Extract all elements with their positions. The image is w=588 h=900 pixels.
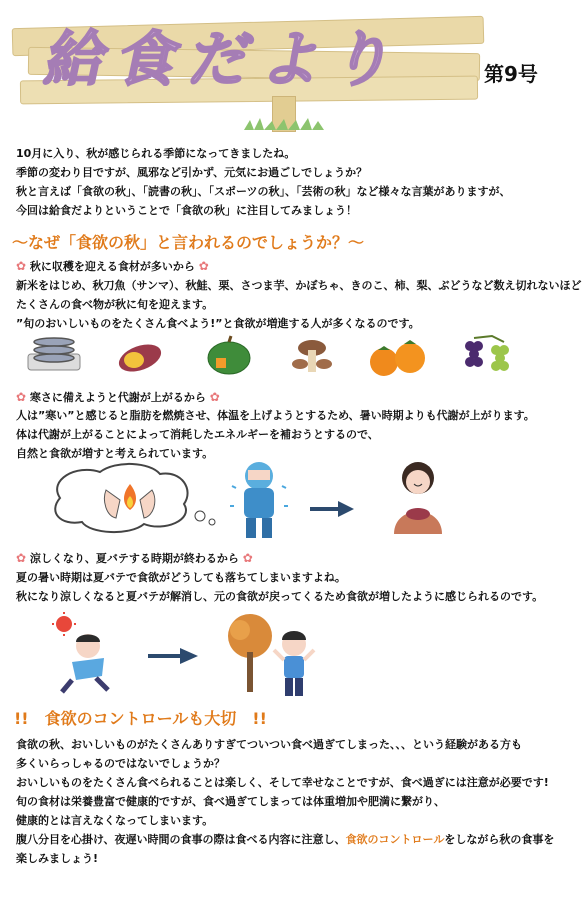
reason-line: 秋になり涼しくなると夏バテが解消し、元の食欲が戻ってくるため食欲が増したように感じられるのです。 (16, 590, 544, 603)
body-line: おいしいものをたくさん食べられることは楽しく、そして幸せなことですが、食べ過ぎには注意が必要です! (16, 776, 549, 789)
body-line: 食欲の秋、おいしいものがたくさんありすぎてついつい食べ過ぎてしまった、、、という経験がある方も (16, 738, 522, 751)
reason-line: 人は”寒い”と感じると脂肪を燃焼させ、体温を上げようとするため、暑い時期よりも代謝が上がります。 (16, 409, 535, 422)
persimmon-icon (366, 338, 428, 378)
reason-title-text: 秋に収穫を迎える食材が多いから (29, 260, 195, 273)
body-line: 多くいらっしゃるのではないでしょうか？ (16, 757, 225, 770)
highlight-text: 食欲のコントロール (345, 833, 445, 846)
maple-leaf-icon: ✿ (209, 390, 220, 404)
reason-line: 体は代謝が上がることによって消耗したエネルギーを補おうとするので、 (16, 428, 379, 441)
newsletter-title: 給食だより (39, 25, 415, 95)
reason-line: 自然と食欲が増すと考えられています。 (16, 447, 214, 460)
body-line: 健康的とは言えなくなってしまいます。 (16, 814, 214, 827)
maple-leaf-icon: ✿ (16, 390, 27, 404)
reason-title (16, 257, 209, 276)
grape-icon (458, 332, 518, 380)
reason-line: 夏の暑い時期は夏バテで食欲がどうしても落ちてしまいますよね。 (16, 571, 346, 584)
section-heading: ～なぜ「食欲の秋」と言われるのでしょうか？～ (12, 233, 365, 252)
grass-icon (244, 116, 324, 130)
arrow-right-icon (148, 646, 198, 666)
reason-title (16, 549, 253, 568)
maple-leaf-icon: ✿ (198, 259, 209, 273)
body-text: をしながら秋の食事を (444, 833, 555, 846)
intro-line: 今回は給食だよりということで「食欲の秋」に注目してみましょう！ (16, 204, 357, 217)
intro-line: 秋と言えば「食欲の秋」、「読書の秋」、「スポーツの秋」、「芸術の秋」など様々な言葉がありますが、 (16, 185, 511, 198)
body-line (16, 830, 554, 849)
header (0, 0, 588, 132)
reason-line: 新米をはじめ、秋刀魚（サンマ）、秋鮭、栗、さつま芋、かぼちゃ、きのこ、柿、梨、ぶどうなど数え切れないほど (16, 279, 582, 292)
fish-icon (26, 332, 82, 378)
autumn-tree-boy-illustration (224, 608, 324, 700)
mushroom-icon (290, 334, 334, 378)
reason-title-text: 寒さに備えようと代謝が上がるから (29, 391, 206, 404)
arrow-right-icon (310, 500, 354, 518)
reason-title (16, 388, 220, 407)
cold-person-illustration (226, 456, 292, 542)
intro-line: 10月に入り、秋が感じられる季節になってきましたね。 (16, 147, 296, 160)
maple-leaf-icon: ✿ (16, 551, 27, 565)
reason-line: ”旬のおいしいものをたくさん食べよう!”と食欲が増進する人が多くなるのです。 (16, 317, 420, 330)
eating-person-illustration (384, 458, 452, 534)
body-text: 腹八分目を心掛け、夜遅い時間の食事の際は食べる内容に注意し、 (16, 833, 346, 846)
tired-person-illustration (52, 612, 118, 696)
body-line: 旬の食材は栄養豊富で健康的ですが、食べ過ぎてしまっては体重増加や肥満に繋がり、 (16, 795, 445, 808)
maple-leaf-icon: ✿ (16, 259, 27, 273)
sweet-potato-icon (114, 338, 166, 376)
maple-leaf-icon: ✿ (242, 551, 253, 565)
issue-number: 第9号 (484, 62, 538, 86)
thought-bubble-fire-illustration (46, 460, 222, 536)
reason-line: たくさんの食べ物が秋に旬を迎えます。 (16, 298, 214, 311)
section-heading: !! 食欲のコントロールも大切 !! (14, 709, 267, 728)
intro-line: 季節の変わり目ですが、風邪など引かず、元気にお過ごしでしょうか？ (16, 166, 368, 179)
pumpkin-icon (204, 334, 254, 376)
body-line: 楽しみましょう! (16, 852, 99, 865)
sun-icon (56, 616, 72, 632)
reason-title-text: 涼しくなり、夏バテする時期が終わるから (29, 552, 239, 565)
